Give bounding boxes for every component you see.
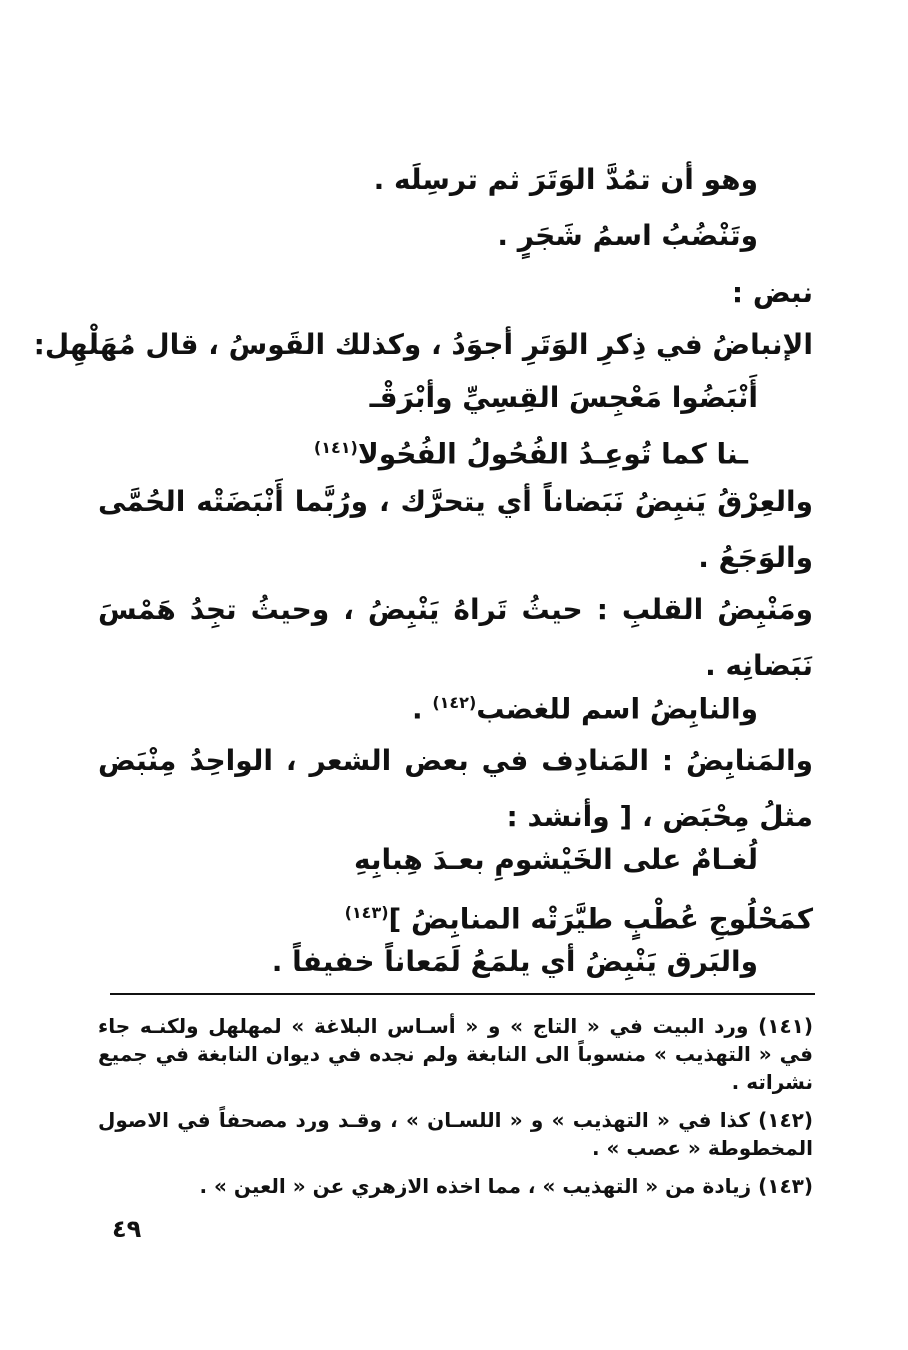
entry-heading: نبض : <box>731 276 813 309</box>
footnote-142-text: كذا في « التهذيب » و « اللسـان » ، وقـد ورد مصحفاً في الاصول المخطوطة « عصب » . <box>98 1108 813 1160</box>
footnote-143 <box>98 1172 813 1200</box>
footnote-141 <box>98 1012 813 1096</box>
paragraph-6: والبَرق يَنْبِضُ أي يلمَعُ لَمَعاناً خفيفاً . <box>271 945 758 978</box>
verse-2-second-text: كمَحْلُوجِ عُطْبٍ طيَّرَتْه المنابِضُ ] <box>388 902 813 936</box>
footnote-141-text: ورد البيت في « التاج » و « أسـاس البلاغة » لمهلهل ولكنـه جاء في « التهذيب » منسوباً الى النابغة ولم نجده في ديوان النابغة في جميع نشراته . <box>98 1014 813 1094</box>
footnote-ref-142: (١٤٢) <box>432 693 477 712</box>
verse-1-second-text: ـنا كما تُوعِـدُ الفُحُولُ الفُحُولا <box>357 437 748 471</box>
footnote-142-number: (١٤٢) <box>758 1108 813 1132</box>
paragraph-5: والمَنابِضُ : المَنادِف في بعض الشعر ، الواحِدُ مِنْبَض مثلُ مِحْبَض ، [ وأنشد : <box>98 744 813 833</box>
paragraph-4-end: . <box>411 692 433 726</box>
verse-2-first-hemistich: لُغـامٌ على الخَيْشومِ بعـدَ هِبابِهِ <box>353 843 758 876</box>
footnote-ref-143: (١٤٣) <box>344 903 389 922</box>
paragraph-1: الإنباضُ في ذِكرِ الوَتَرِ أجوَدُ ، وكذلك القَوسُ ، قال مُهَلْهِل: <box>33 328 813 361</box>
paragraph-2: والعِرْقُ يَنبِضُ نَبَضاناً أي يتحرَّك ، ورُبَّما أَنْبَضَتْه الحُمَّى والوَجَعُ . <box>98 485 813 574</box>
paragraph-3: ومَنْبِضُ القلبِ : حيثُ تَراهُ يَنْبِضُ ، وحيثُ تجِدُ هَمْسَ نَبَضانِه . <box>98 593 813 682</box>
verse-2-second-hemistich <box>345 893 813 939</box>
footnote-141-number: (١٤١) <box>758 1014 813 1038</box>
footnote-ref-141: (١٤١) <box>313 438 358 457</box>
footnote-142 <box>98 1106 813 1162</box>
footnote-143-number: (١٤٣) <box>758 1174 813 1198</box>
page-number: ٤٩ <box>112 1215 142 1243</box>
paragraph-4 <box>412 683 758 729</box>
footnote-143-text: زيادة من « التهذيب » ، مما اخذه الازهري عن « العين » . <box>199 1174 752 1198</box>
body-line-1: وهو أن تمُدَّ الوَتَرَ ثم ترسِلَه . <box>373 163 758 196</box>
verse-1-second-hemistich <box>314 428 748 474</box>
verse-1-first-hemistich: أَنْبَضُوا مَعْجِسَ القِسِيِّ وأبْرَقْـ <box>369 381 758 414</box>
body-line-2: وتَنْضُبُ اسمُ شَجَرٍ . <box>497 219 758 252</box>
footnote-divider <box>110 993 815 995</box>
paragraph-4-text: والنابِضُ اسم للغضب <box>476 692 758 726</box>
